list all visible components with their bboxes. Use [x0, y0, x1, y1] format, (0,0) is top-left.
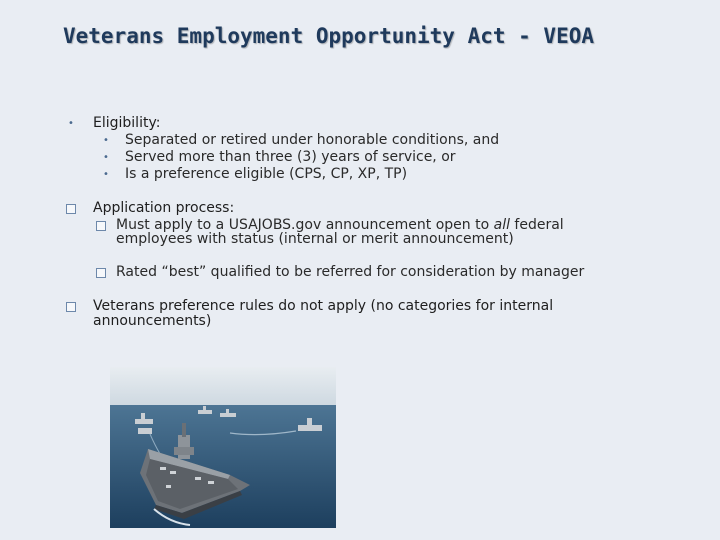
bullet-dot-icon: •	[103, 152, 109, 163]
checkbox-bullet-icon	[66, 204, 76, 214]
preference-line: Veterans preference rules do not apply (no categories for internal	[93, 298, 554, 314]
application-item-line2: employees with status (internal or merit announcement)	[116, 231, 514, 247]
eligibility-item: Served more than three (3) years of service, or	[125, 149, 456, 165]
checkbox-bullet-icon	[96, 221, 106, 231]
slide-title: Veterans Employment Opportunity Act - VEOA	[63, 24, 595, 48]
bullet-dot-icon: •	[68, 118, 74, 129]
bullet-dot-icon: •	[103, 135, 109, 146]
preference-line: announcements)	[93, 313, 212, 329]
application-item-emphasis: all	[493, 217, 510, 233]
application-item-text: Must apply to a USAJOBS.gov announcement open to	[116, 217, 494, 233]
naval-ships-photo	[110, 367, 336, 528]
application-item: Rated “best” qualified to be referred for consideration by manager	[116, 264, 585, 280]
eligibility-item: Is a preference eligible (CPS, CP, XP, TP)	[125, 166, 408, 182]
bullet-dot-icon: •	[103, 169, 109, 180]
checkbox-bullet-icon	[66, 302, 76, 312]
eligibility-heading: Eligibility:	[93, 115, 161, 131]
application-item-text-end: federal	[509, 217, 564, 233]
checkbox-bullet-icon	[96, 268, 106, 278]
application-heading: Application process:	[93, 200, 235, 216]
eligibility-item: Separated or retired under honorable conditions, and	[125, 132, 500, 148]
naval-ships-icon	[110, 367, 336, 528]
